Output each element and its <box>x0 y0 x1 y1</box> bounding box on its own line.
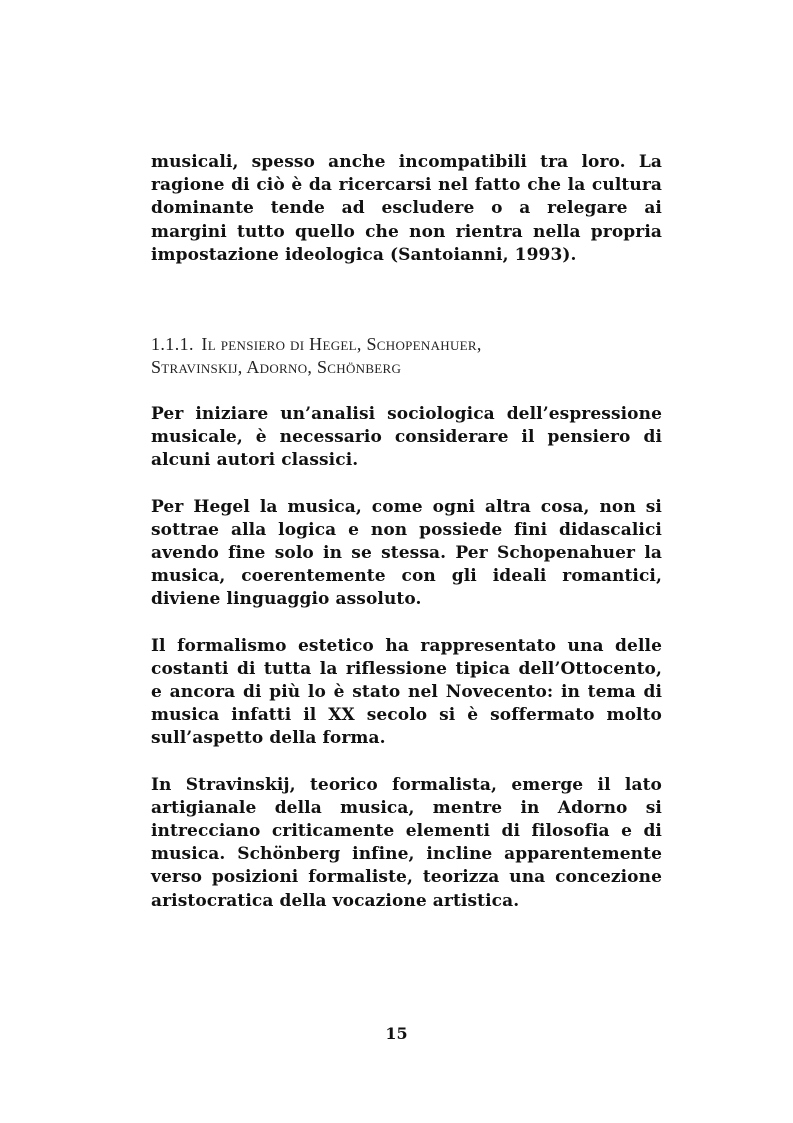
section-title-line-1: Il pensiero di Hegel, Schopenahuer, <box>201 334 482 355</box>
paragraph-formalism: Il formalismo estetico ha rappresentato una delle costanti di tutta la riflessione tipica dell’Ottocento, e ancora di più lo è stato nel Novecento: in tema di musica infatti il XX secolo si è soffermato molto sull’aspetto della forma. <box>151 635 662 749</box>
paragraph-stravinskij-adorno-schonberg: In Stravinskij, teorico formalista, emerge il lato artigianale della musica, mentre in Adorno si intrecciano criticamente elementi di filosofia e di musica. Schönberg infine, incline apparentemente verso posizioni formaliste, teorizza una concezione aristocratica della vocazione artistica. <box>151 774 662 911</box>
intro-paragraph: musicali, spesso anche incompatibili tra loro. La ragione di ciò è da ricercarsi nel fatto che la cultura dominante tende ad escludere o a relegare ai margini tutto quello che non rientra nella propria impostazione ideologica (Santoianni, 1993). <box>151 152 662 265</box>
section-title-line-2: Stravinskij, Adorno, Schönberg <box>151 357 402 378</box>
section-number: 1.1.1. <box>151 334 194 355</box>
section-heading <box>151 333 662 379</box>
paragraph-hegel-schopenahuer: Per Hegel la musica, come ogni altra cosa, non si sottrae alla logica e non possiede fini didascalici avendo fine solo in se stessa. Per Schopenahuer la musica, coerentemente con gli ideali romantici, diviene linguaggio assoluto. <box>151 496 662 610</box>
page-body <box>151 151 662 913</box>
paragraph-intro-analysis: Per iniziare un’analisi sociologica dell’espressione musicale, è necessario considerare il pensiero di alcuni autori classici. <box>151 404 662 471</box>
page-number: 15 <box>385 1024 408 1043</box>
